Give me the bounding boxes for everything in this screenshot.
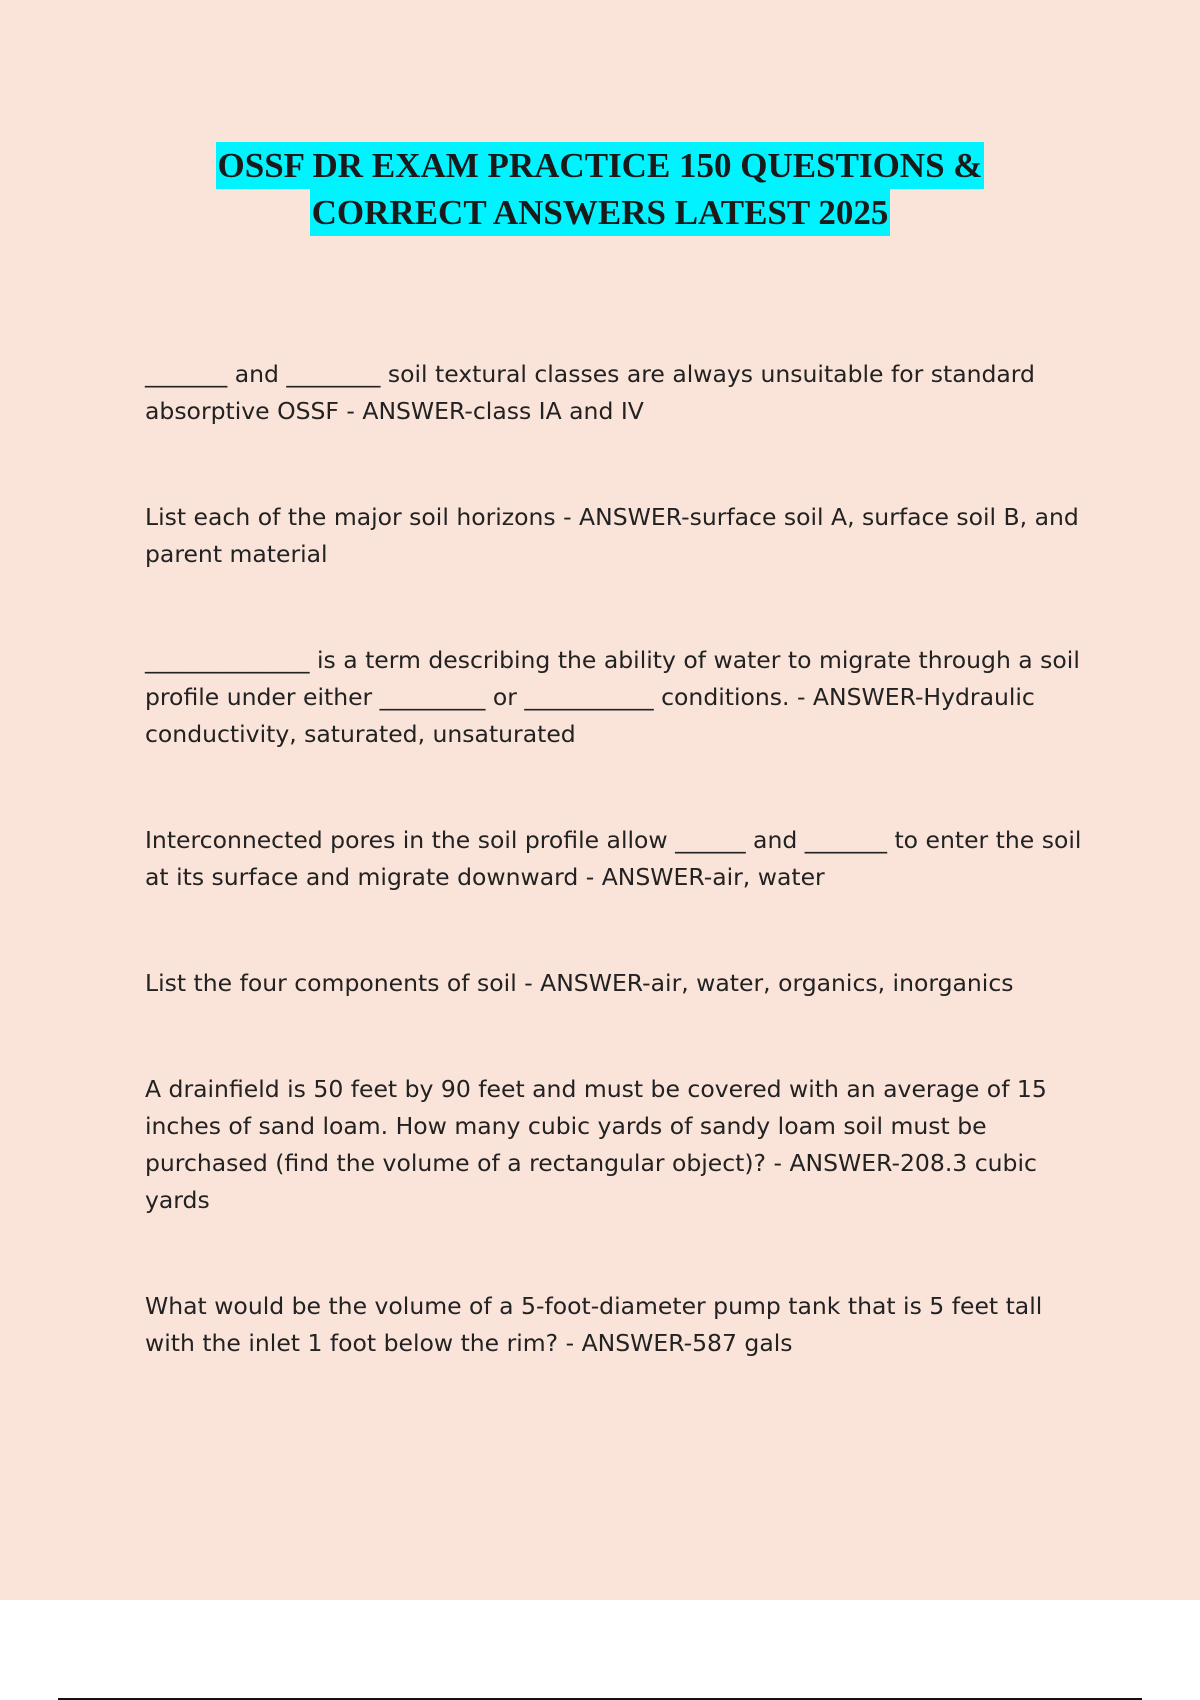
- question-item: List each of the major soil horizons - ANSWER-surface soil A, surface soil B, and parent material: [145, 503, 1079, 568]
- title-line-2: CORRECT ANSWERS LATEST 2025: [310, 189, 891, 236]
- question-item: A drainfield is 50 feet by 90 feet and must be covered with an average of 15 inches of sand loam. How many cubic yards of sandy loam soil must be purchased (find the volume of a rectangular object)? - ANSWER-208.3 cubic yards: [145, 1075, 1047, 1214]
- question-item: _______ and ________ soil textural classes are always unsuitable for standard absorptive OSSF - ANSWER-class IA and IV: [145, 360, 1035, 425]
- document-title: [0, 142, 1200, 236]
- question-item: Interconnected pores in the soil profile allow ______ and _______ to enter the soil at its surface and migrate downward - ANSWER-air, water: [145, 826, 1082, 891]
- question-item: List the four components of soil - ANSWER-air, water, organics, inorganics: [145, 969, 1014, 997]
- question-item: What would be the volume of a 5-foot-diameter pump tank that is 5 feet tall with the inlet 1 foot below the rim? - ANSWER-587 gals: [145, 1292, 1043, 1357]
- question-list: [145, 356, 1095, 1362]
- title-line-1: OSSF DR EXAM PRACTICE 150 QUESTIONS &: [216, 142, 985, 189]
- question-item: ______________ is a term describing the ability of water to migrate through a soil profile under either _________ or ___________ conditions. - ANSWER-Hydraulic conductivity, saturated, unsaturated: [145, 646, 1080, 748]
